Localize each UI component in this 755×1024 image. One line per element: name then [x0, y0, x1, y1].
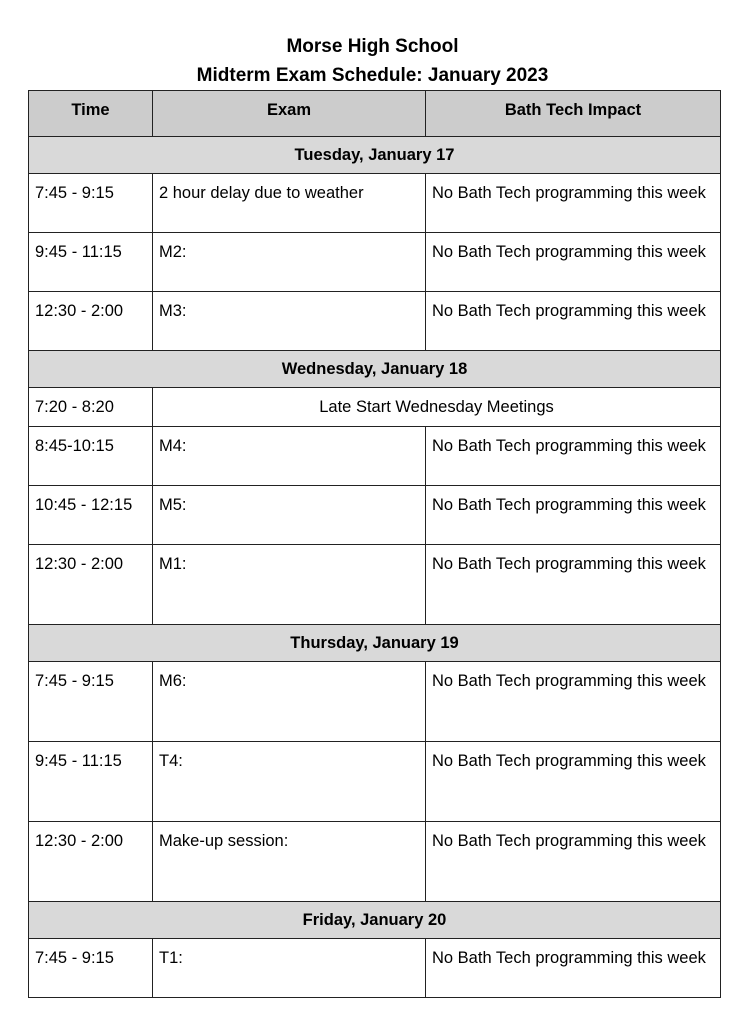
exam-cell: Make-up session: — [153, 822, 426, 902]
impact-cell: No Bath Tech programming this week — [426, 662, 721, 742]
impact-cell: No Bath Tech programming this week — [426, 427, 721, 486]
table-row — [29, 545, 721, 625]
time-cell: 10:45 - 12:15 — [29, 486, 153, 545]
time-cell: 7:45 - 9:15 — [29, 174, 153, 233]
time-cell: 7:20 - 8:20 — [29, 388, 153, 427]
column-header-impact: Bath Tech Impact — [426, 91, 721, 137]
column-header-exam: Exam — [153, 91, 426, 137]
table-row — [29, 427, 721, 486]
exam-cell: M2: — [153, 233, 426, 292]
impact-cell: No Bath Tech programming this week — [426, 486, 721, 545]
day-header-row — [29, 351, 721, 388]
table-row — [29, 486, 721, 545]
table-row — [29, 388, 721, 427]
time-cell: 12:30 - 2:00 — [29, 545, 153, 625]
impact-cell: No Bath Tech programming this week — [426, 545, 721, 625]
table-row — [29, 939, 721, 998]
time-cell: 9:45 - 11:15 — [29, 233, 153, 292]
impact-cell: No Bath Tech programming this week — [426, 174, 721, 233]
day-header-row — [29, 902, 721, 939]
exam-cell: M4: — [153, 427, 426, 486]
exam-cell: T4: — [153, 742, 426, 822]
merged-event-cell: Late Start Wednesday Meetings — [153, 388, 721, 427]
schedule-title: Midterm Exam Schedule: January 2023 — [196, 65, 549, 86]
day-header-row — [29, 137, 721, 174]
day-label: Tuesday, January 17 — [29, 137, 721, 174]
exam-cell: T1: — [153, 939, 426, 998]
time-cell: 12:30 - 2:00 — [29, 822, 153, 902]
impact-cell: No Bath Tech programming this week — [426, 292, 721, 351]
exam-cell: 2 hour delay due to weather — [153, 174, 426, 233]
exam-cell: M6: — [153, 662, 426, 742]
table-row — [29, 662, 721, 742]
impact-cell: No Bath Tech programming this week — [426, 939, 721, 998]
time-cell: 12:30 - 2:00 — [29, 292, 153, 351]
impact-cell: No Bath Tech programming this week — [426, 822, 721, 902]
document-header — [0, 32, 745, 90]
table-row — [29, 174, 721, 233]
day-label: Friday, January 20 — [29, 902, 721, 939]
time-cell: 8:45-10:15 — [29, 427, 153, 486]
table-header-row — [29, 91, 721, 137]
day-label: Wednesday, January 18 — [29, 351, 721, 388]
exam-cell: M1: — [153, 545, 426, 625]
day-header-row — [29, 625, 721, 662]
impact-cell: No Bath Tech programming this week — [426, 233, 721, 292]
table-row — [29, 822, 721, 902]
column-header-time: Time — [29, 91, 153, 137]
exam-cell: M3: — [153, 292, 426, 351]
impact-cell: No Bath Tech programming this week — [426, 742, 721, 822]
table-row — [29, 292, 721, 351]
table-row — [29, 742, 721, 822]
time-cell: 7:45 - 9:15 — [29, 939, 153, 998]
exam-cell: M5: — [153, 486, 426, 545]
time-cell: 9:45 - 11:15 — [29, 742, 153, 822]
table-row — [29, 233, 721, 292]
exam-schedule-table — [28, 90, 721, 998]
school-name: Morse High School — [286, 36, 459, 57]
time-cell: 7:45 - 9:15 — [29, 662, 153, 742]
day-label: Thursday, January 19 — [29, 625, 721, 662]
